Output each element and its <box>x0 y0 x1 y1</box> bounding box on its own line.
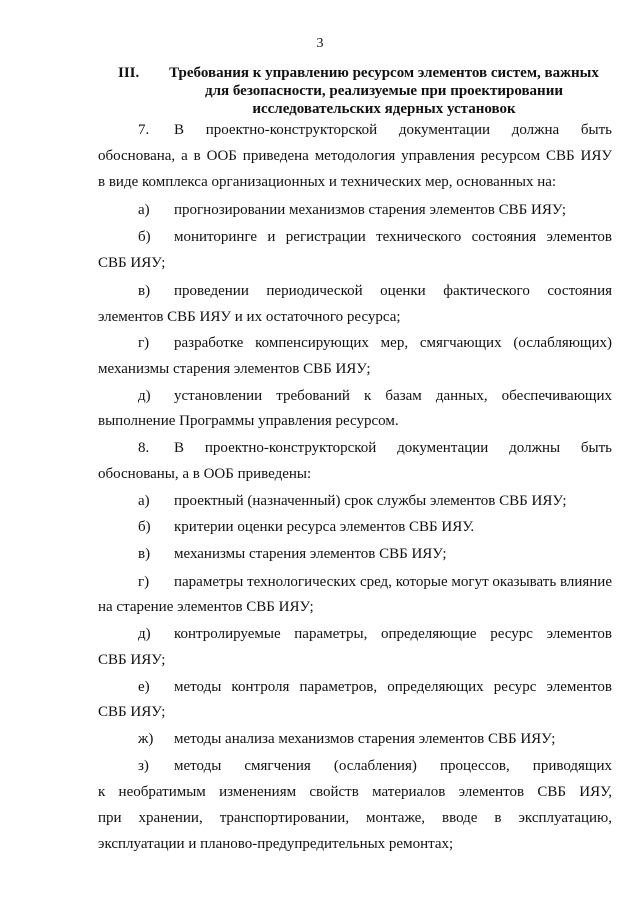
list-item-continuation: СВБ ИЯУ; <box>98 652 166 668</box>
section-title-line: для безопасности, реализуемые при проектировании <box>205 83 563 99</box>
list-item-continuation: к необратимым изменениям свойств материалов элементов СВБ ИЯУ, <box>98 784 612 800</box>
paragraph-line: обоснованы, а в ООБ приведены: <box>98 466 312 482</box>
list-item-continuation: СВБ ИЯУ; <box>98 704 166 720</box>
section-heading <box>118 64 618 118</box>
section-title <box>118 64 618 118</box>
section-title-line: Требования к управлению ресурсом элементов систем, важных <box>169 65 599 81</box>
list-item-continuation: на старение элементов СВБ ИЯУ; <box>98 599 314 615</box>
list-item-continuation: механизмы старения элементов СВБ ИЯУ; <box>98 361 371 377</box>
section-roman-numeral: III. <box>118 65 140 81</box>
paragraph-line: обоснована, а в ООБ приведена методология управления ресурсом СВБ ИЯУ <box>98 148 612 164</box>
section-title-line: исследовательских ядерных установок <box>252 101 516 117</box>
list-item-continuation: при хранении, транспортировании, монтаже, вводе в эксплуатацию, <box>98 810 612 826</box>
list-item-continuation: эксплуатации и планово-предупредительных ремонтах; <box>98 836 454 852</box>
page-number: 3 <box>316 36 324 51</box>
document-page: 3 III. Требования к управлению ресурсом элементов систем, важных для безопасности, реализуемые при проектировании исследовательских ядерных установок 7. В проектно-конструкторской документации должна быть обоснована, а в ООБ приведена методология управления ресурсом СВБ ИЯУ в виде комплекса организационных и технических мер, основанных на: а) прогнозировании механизмов старения элементов СВБ ИЯУ; б) мониторинге и регистрации технического состояния элементов СВБ ИЯУ; в) проведении периодической оценки фактического состояния элементов СВБ ИЯУ и их остаточного ресурса; г) разработке компенсирующих мер, смягчающих (ослабляющих) механизмы старения элементов СВБ ИЯУ; д) установлении требований к базам данных, обеспечивающих выполнение Программы управления ресурсом. 8. В проектно-конструкторской документации должны быть обоснованы, а в ООБ приведены: а) проектный (назначенный) срок службы элементов СВБ ИЯУ; б) критерии оценки ресурса элементов СВБ ИЯУ. в) механизмы старения элементов СВБ ИЯУ; г) параметры технологических сред, которые могут оказывать влияние на старение элементов СВБ ИЯУ; д) контролируемые параметры, определяющие ресурс элементов СВБ ИЯУ; е) методы контроля параметров, определяющих ресурс элементов СВБ ИЯУ; ж) методы анализа механизмов старения элементов СВБ ИЯУ; з) методы смягчения (ослабления) процессов, приводящих к необратимым изменениям свойств материалов элементов СВБ ИЯУ, при хранении, транспортировании, монтаже, вводе в эксплуатацию, эксплуатации и планово-предупредительных ремонтах; <box>0 0 640 919</box>
list-item-continuation: выполнение Программы управления ресурсом. <box>98 413 399 429</box>
list-item-continuation: элементов СВБ ИЯУ и их остаточного ресурса; <box>98 309 401 325</box>
list-item-continuation: СВБ ИЯУ; <box>98 255 166 271</box>
paragraph-number: 7. <box>138 122 150 138</box>
paragraph-number: 8. <box>138 440 150 456</box>
paragraph-line: в виде комплекса организационных и технических мер, основанных на: <box>98 174 557 190</box>
